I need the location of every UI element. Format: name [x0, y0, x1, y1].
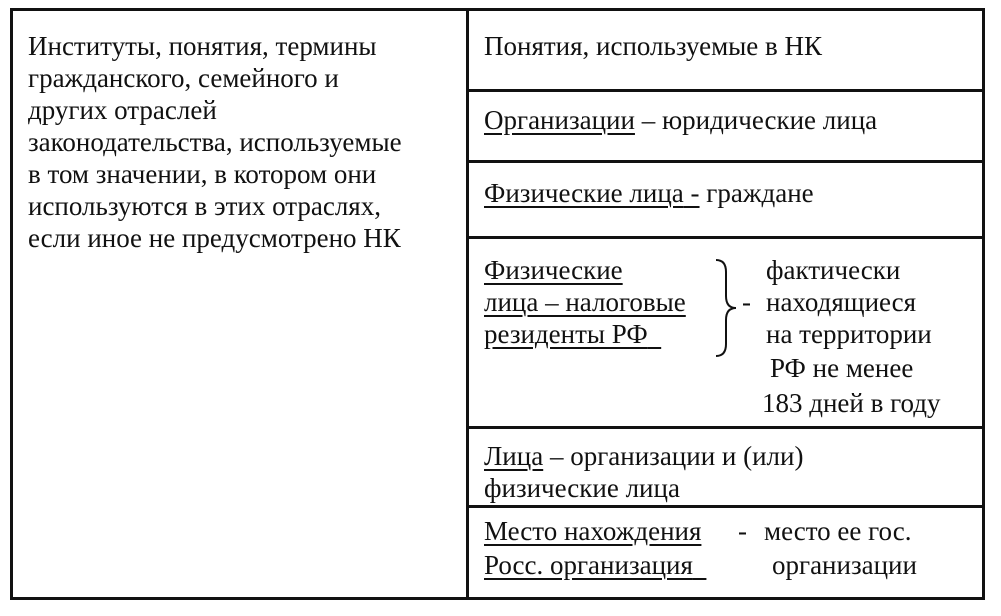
left-line: в том значении, в котором они — [28, 159, 377, 189]
term: Организации — [484, 105, 635, 135]
right-header: Понятия, используемые в НК — [484, 31, 823, 61]
term: Лица — [484, 441, 544, 471]
definition: юридические лица — [655, 105, 878, 135]
left-line: гражданского, семейного и — [28, 63, 339, 93]
term-line: лица – налоговые — [484, 287, 686, 317]
row4-line1 — [484, 440, 803, 472]
definition: граждане — [699, 178, 814, 208]
dash: - — [742, 287, 751, 317]
left-line: других отраслей — [28, 95, 217, 125]
definition-line: фактически — [766, 255, 901, 285]
left-line: используются в этих отраслях, — [28, 191, 381, 221]
term-line: Физические — [484, 255, 623, 285]
row-divider — [466, 236, 985, 239]
separator: - — [683, 178, 700, 208]
definition-line: на территории — [766, 319, 932, 349]
row-divider — [466, 505, 985, 508]
column-divider — [466, 8, 469, 600]
curly-brace-icon — [712, 258, 742, 358]
definition-row-organizations — [484, 104, 877, 136]
row4-line2: физические лица — [484, 473, 680, 503]
term-line: Место нахождения — [484, 516, 702, 546]
definition-line: организации — [772, 550, 917, 580]
row-divider — [466, 89, 985, 92]
definition-row-individuals — [484, 177, 814, 209]
separator: – — [634, 105, 656, 135]
definition-line: 183 дней в году — [762, 388, 941, 418]
definition: – организации и (или) — [543, 441, 804, 471]
row-divider — [466, 160, 985, 163]
definition-line: находящиеся — [766, 287, 917, 317]
definition-line: РФ не менее — [770, 353, 914, 383]
row-divider — [466, 426, 985, 429]
left-line: Институты, понятия, термины — [28, 31, 377, 61]
definition-line: место ее гос. — [764, 516, 912, 546]
dash: - — [738, 516, 747, 546]
left-line: законодательства, используемые — [28, 127, 402, 157]
left-line: если иное не предусмотрено НК — [28, 223, 401, 253]
term-line: Росс. организация — [484, 550, 693, 580]
term: Физические лица — [484, 178, 684, 208]
term-line: резиденты РФ — [484, 319, 648, 349]
